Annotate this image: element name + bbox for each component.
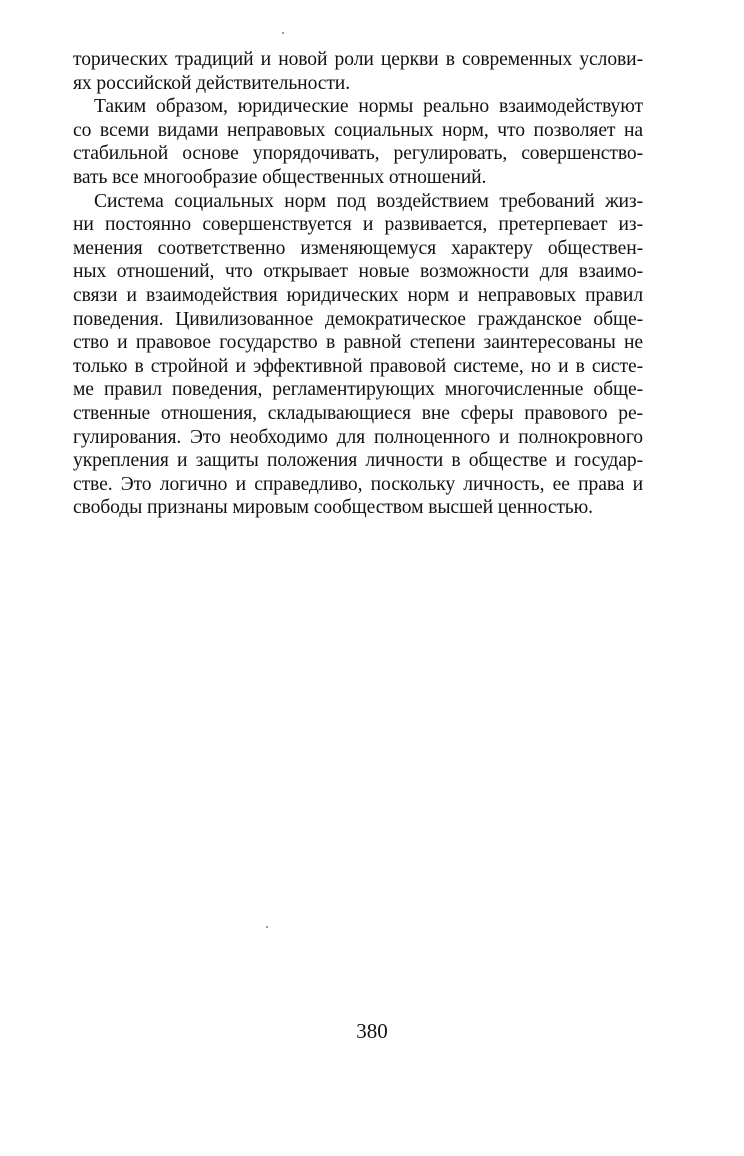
- scan-speck: [266, 926, 268, 928]
- text-line: ственные отношения, складывающиеся вне сферы правового ре-: [73, 402, 643, 424]
- text-line: Таким образом, юридические нормы реально взаимодействуют: [94, 96, 643, 118]
- text-line: поведения. Цивилизованное демократическое гражданское обще-: [73, 308, 643, 330]
- text-line: стве. Это логично и справедливо, поскольку личность, ее права и: [73, 473, 643, 495]
- text-line: вать все многообразие общественных отношений.: [73, 166, 487, 188]
- page-number: 380: [356, 1019, 388, 1043]
- body-text: [73, 48, 643, 520]
- text-line: со всеми видами неправовых социальных норм, что позволяет на: [73, 119, 643, 141]
- scan-speck: [282, 32, 284, 34]
- text-line: менения соответственно изменяющемуся характеру обществен-: [73, 237, 643, 259]
- text-line: укрепления и защиты положения личности в обществе и государ-: [73, 450, 643, 472]
- text-line: ях российской действительности.: [73, 72, 350, 94]
- text-line: ных отношений, что открывает новые возможности для взаимо-: [73, 261, 643, 283]
- text-line: свободы признаны мировым сообществом высшей ценностью.: [73, 497, 593, 519]
- paragraph-system-of-norms: [73, 190, 643, 520]
- text-line: ство и правовое государство в равной степени заинтересованы не: [73, 332, 643, 354]
- paragraph-continuation: [73, 48, 643, 95]
- text-line: ме правил поведения, регламентирующих многочисленные обще-: [73, 379, 643, 401]
- text-line: стабильной основе упорядочивать, регулировать, совершенство-: [73, 143, 643, 165]
- text-line: Система социальных норм под воздействием требований жиз-: [94, 190, 643, 212]
- text-line: гулирования. Это необходимо для полноценного и полнокровного: [73, 426, 643, 448]
- text-line: торических традиций и новой роли церкви в современных услови-: [73, 49, 643, 70]
- text-line: связи и взаимодействия юридических норм и неправовых правил: [73, 284, 643, 306]
- text-line: только в стройной и эффективной правовой системе, но и в систе-: [73, 355, 643, 377]
- text-line: ни постоянно совершенствуется и развивается, претерпевает из-: [73, 214, 643, 236]
- paragraph-interaction-of-norms: [73, 95, 643, 189]
